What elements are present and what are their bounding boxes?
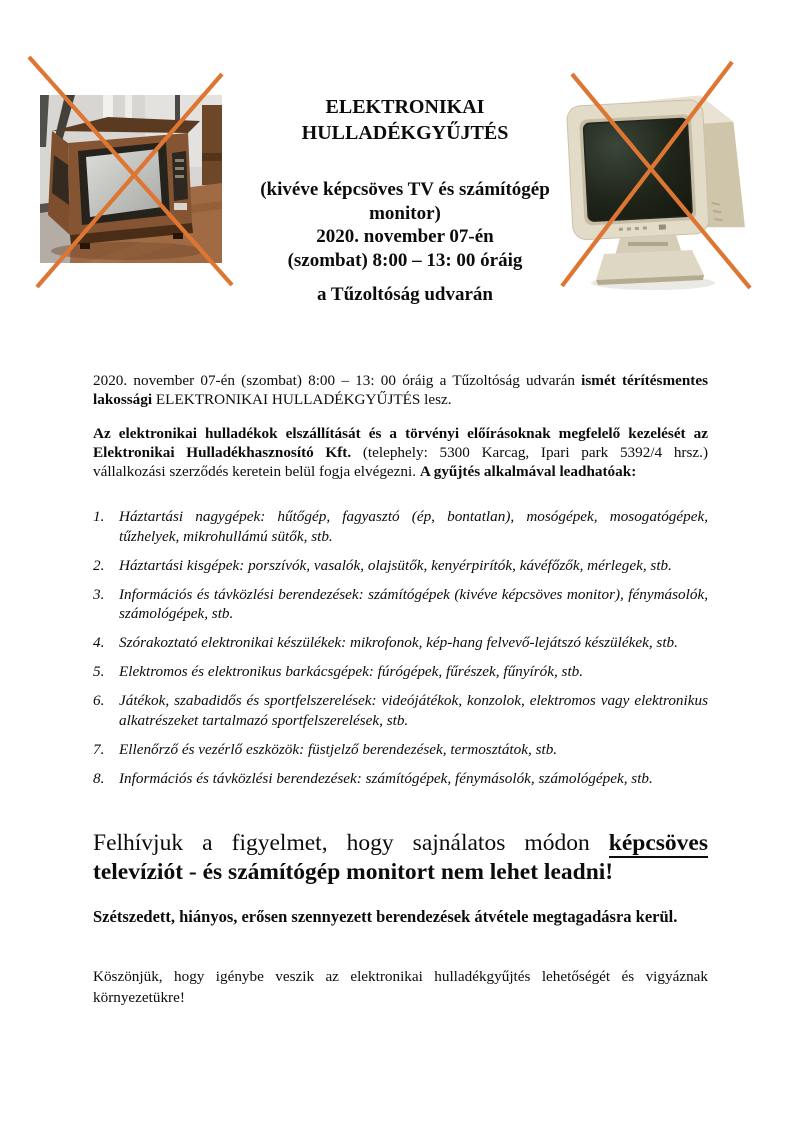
event-date: 2020. november 07-én xyxy=(316,226,494,247)
list-item-number: 5. xyxy=(93,663,105,680)
warning-text: Felhívjuk a figyelmet, hogy sajnálatos módon xyxy=(93,830,609,856)
list-item-number: 8. xyxy=(93,769,105,787)
monitor-photo-image xyxy=(566,93,745,290)
event-time: (szombat) 8:00 – 13: 00 óráig xyxy=(287,249,523,271)
event-location: a Tűzoltóság udvarán xyxy=(317,284,493,305)
list-item xyxy=(93,662,708,682)
intro-paragraph xyxy=(93,371,708,409)
list-item xyxy=(93,691,708,730)
list-item-number: 2. xyxy=(93,556,105,574)
list-item-text: Információs és távközlési berendezések: számítógépek (kivéve képcsöves monitor), fénymásolók, számológépek, stb. xyxy=(119,585,708,622)
list-item-text: Ellenőrző és vezérlő eszközök: füstjelző berendezések, termosztátok, stb. xyxy=(119,740,558,758)
list-item xyxy=(93,556,708,576)
warning-headline xyxy=(93,829,708,887)
list-item-number: 6. xyxy=(93,692,105,709)
crossed-tv-photo xyxy=(25,55,237,297)
accepted-items-list xyxy=(93,507,708,798)
list-item xyxy=(93,769,708,789)
details-bold-text-2: A gyűjtés alkalmával leadhatóak: xyxy=(419,463,637,480)
list-item-number: 4. xyxy=(93,634,105,651)
page-title-line2: HULLADÉKGYŰJTÉS xyxy=(301,121,509,144)
list-item-number: 3. xyxy=(93,585,105,603)
list-item-text: Információs és távközlési berendezések: számítógépek, fénymásolók, számológépek, stb. xyxy=(119,769,653,787)
list-item-text: Szórakoztató elektronikai készülékek: mikrofonok, kép-hang felvevő-lejátszó készülékek, stb. xyxy=(119,634,678,651)
intro-bold-text: ismét térítésmentes lakossági xyxy=(93,372,708,408)
crossed-monitor-photo xyxy=(558,58,763,298)
list-item-text: Elektromos és elektronikus barkácsgépek: fúrógépek, fűrészek, fűnyírók, stb. xyxy=(119,663,584,680)
details-bold-text: Az elektronikai hulladékok elszállítását és a törvényi előírásoknak megfelelő kezelését az Elektronikai Hulladékhasznosító Kft. xyxy=(93,425,708,461)
details-text: (telephely: 5300 Karcag, Ipari park 5392/4 hrsz.) vállalkozási szerződés keretein belül fogja elvégezni. xyxy=(93,444,708,480)
closing-paragraph: Köszönjük, hogy igénybe veszik az elektronikai hulladékgyűjtés lehetőségét és vigyáznak környezetükre! xyxy=(93,968,708,1006)
exception-note: (kivéve képcsöves TV és számítógép monitor) xyxy=(260,179,550,224)
list-item xyxy=(93,585,708,624)
list-item-number: 7. xyxy=(93,740,105,758)
warning-underlined-text: képcsöves xyxy=(608,830,708,856)
tv-photo-svg xyxy=(25,55,237,297)
list-item-text: Háztartási kisgépek: porszívók, vasalók, olajsütők, kenyérpirítók, kávéfőzők, mérlegek, stb. xyxy=(119,556,672,574)
list-item xyxy=(93,507,708,546)
list-item-text: Háztartási nagygépek: hűtőgép, fagyasztó (ép, bontatlan), mosógépek, mosogatógépek, tűzhelyek, mikrohullámú sütők, stb. xyxy=(119,508,708,545)
list-item-number: 1. xyxy=(93,508,105,525)
list-item xyxy=(93,633,708,653)
intro-text: 2020. november 07-én (szombat) 8:00 – 13: 00 óráig a Tűzoltóság udvarán xyxy=(93,372,582,389)
list-item-text: Játékok, szabadidős és sportfelszerelések: videójátékok, konzolok, elektromos vagy elektronikus alkatrészeket tartalmazó sportfelszerelések, stb. xyxy=(119,692,708,729)
refusal-note: Szétszedett, hiányos, erősen szennyezett berendezések átvétele megtagadásra kerül. xyxy=(93,907,678,926)
details-paragraph xyxy=(93,424,708,481)
flyer-header xyxy=(233,95,577,307)
list-item xyxy=(93,740,708,760)
intro-text-2: ELEKTRONIKAI HULLADÉKGYŰJTÉS lesz. xyxy=(152,391,452,408)
warning-bold-text: televíziót - és számítógép monitort nem lehet leadni! xyxy=(93,859,614,885)
page-title-line1: ELEKTRONIKAI xyxy=(325,96,485,118)
monitor-photo-svg xyxy=(558,58,763,298)
